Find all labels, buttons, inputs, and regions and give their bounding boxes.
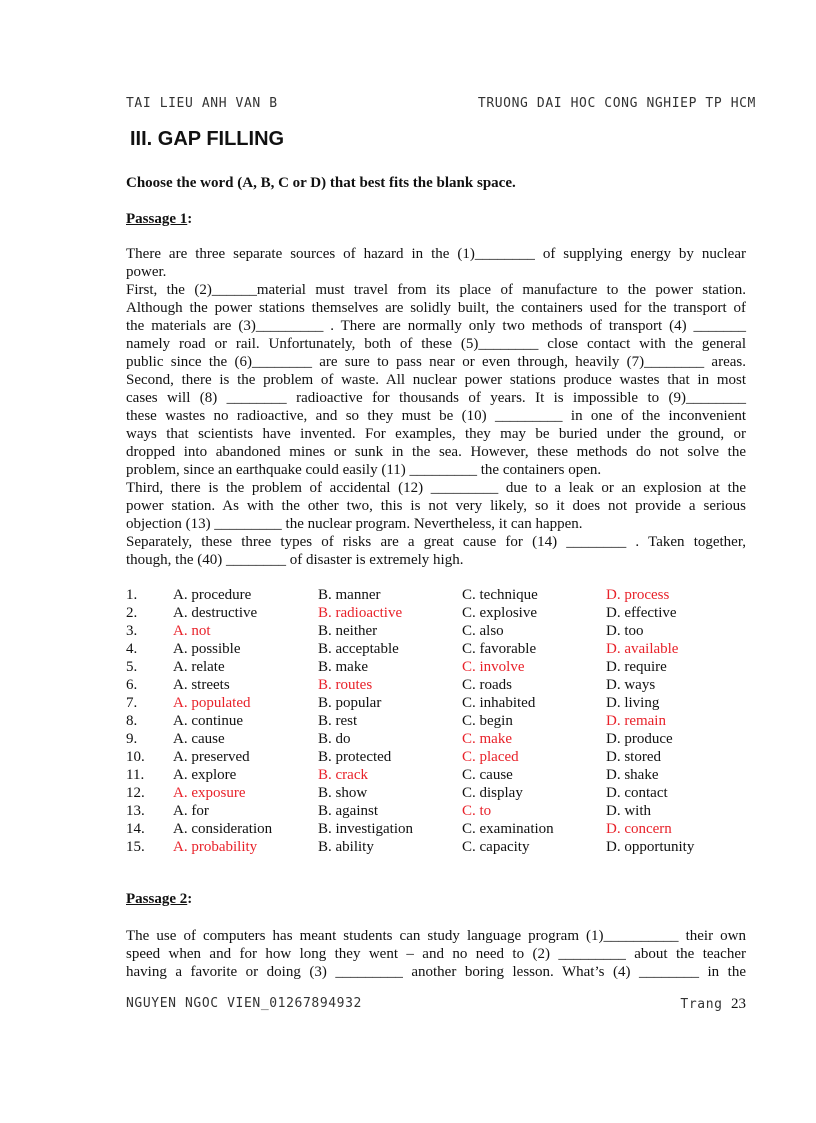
option-b: B. neither bbox=[318, 623, 378, 639]
option-d: D. living bbox=[606, 695, 660, 711]
header-right: TRUONG DAI HOC CONG NGHIEP TP HCM bbox=[477, 96, 756, 111]
option-a: A. procedure bbox=[173, 587, 252, 603]
question-number: 8. bbox=[126, 713, 138, 729]
question-number: 13. bbox=[126, 803, 145, 819]
option-c: C. begin bbox=[462, 713, 513, 729]
option-d: D. ways bbox=[606, 677, 656, 693]
passage2-line: The use of computers has meant students can study language program (1)__________ their own bbox=[126, 928, 746, 944]
option-b: B. show bbox=[318, 785, 368, 801]
option-a: A. probability bbox=[173, 839, 258, 855]
option-c: C. cause bbox=[462, 767, 513, 783]
option-c: C. inhabited bbox=[462, 695, 536, 711]
option-a: A. for bbox=[173, 803, 209, 819]
passage-1-heading-colon: : bbox=[187, 211, 193, 227]
question-number: 3. bbox=[126, 623, 138, 639]
passage1-line: First, the (2)______material must travel from its place of manufacture to the power station. bbox=[126, 282, 746, 298]
passage1-line: problem, since an earthquake could easily (11) _________ the containers open. bbox=[126, 462, 602, 478]
option-d: D. with bbox=[606, 803, 651, 819]
option-c: C. favorable bbox=[462, 641, 537, 657]
passage-2-body bbox=[126, 927, 746, 981]
option-b: B. acceptable bbox=[318, 641, 399, 657]
option-d: D. opportunity bbox=[606, 839, 695, 855]
header-left: TAI LIEU ANH VAN B bbox=[126, 96, 278, 111]
passage2-line: speed when and for how long they went – and no need to (2) _________ about the teacher bbox=[126, 946, 746, 962]
option-a: A. consideration bbox=[173, 821, 273, 837]
passage1-line: public since the (6)________ are sure to pass near or even through, heavily (7)________ areas. bbox=[126, 354, 746, 370]
passage-1-heading bbox=[126, 211, 192, 228]
option-d: D. shake bbox=[606, 767, 659, 783]
passage-1-heading-text: Passage 1 bbox=[126, 211, 188, 227]
option-a: A. possible bbox=[173, 641, 241, 657]
option-b: B. protected bbox=[318, 749, 392, 765]
option-d: D. contact bbox=[606, 785, 668, 801]
option-d: D. too bbox=[606, 623, 644, 639]
option-c: C. display bbox=[462, 785, 523, 801]
option-a: A. streets bbox=[173, 677, 230, 693]
option-c: C. placed bbox=[462, 749, 519, 765]
question-number: 5. bbox=[126, 659, 138, 675]
option-b: B. crack bbox=[318, 767, 368, 783]
option-b: B. investigation bbox=[318, 821, 413, 837]
question-number: 2. bbox=[126, 605, 138, 621]
option-b: B. make bbox=[318, 659, 368, 675]
passage-2-heading bbox=[126, 891, 192, 908]
option-a: A. preserved bbox=[173, 749, 250, 765]
passage-1-body bbox=[126, 245, 746, 569]
section-title: III. GAP FILLING bbox=[130, 128, 285, 150]
option-d: D. require bbox=[606, 659, 667, 675]
option-d: D. stored bbox=[606, 749, 661, 765]
question-number: 12. bbox=[126, 785, 145, 801]
option-c: C. to bbox=[462, 803, 492, 819]
option-b: B. do bbox=[318, 731, 351, 747]
option-b: B. against bbox=[318, 803, 378, 819]
page-label: Trang bbox=[680, 997, 723, 1012]
option-d: D. process bbox=[606, 587, 670, 603]
question-number: 14. bbox=[126, 821, 145, 837]
option-b: B. popular bbox=[318, 695, 382, 711]
passage1-line: power. bbox=[126, 264, 167, 280]
option-b: B. manner bbox=[318, 587, 381, 603]
passage1-line: Separately, these three types of risks are a great cause for (14) ________ . Taken together, bbox=[126, 534, 746, 550]
option-a: A. not bbox=[173, 623, 211, 639]
option-a: A. populated bbox=[173, 695, 251, 711]
option-d: D. concern bbox=[606, 821, 672, 837]
option-d: D. effective bbox=[606, 605, 677, 621]
question-number: 15. bbox=[126, 839, 145, 855]
passage2-line: having a favorite or doing (3) _________ another boring lesson. What’s (4) ________ in the bbox=[126, 964, 746, 980]
passage1-line: namely road or rail. Unfortunately, both of these (5)________ close contact with the general bbox=[126, 336, 746, 352]
question-number: 7. bbox=[126, 695, 138, 711]
option-c: C. involve bbox=[462, 659, 525, 675]
option-c: C. technique bbox=[462, 587, 538, 603]
instruction: Choose the word (A, B, C or D) that best fits the blank space. bbox=[126, 175, 516, 191]
question-number: 4. bbox=[126, 641, 138, 657]
option-d: D. available bbox=[606, 641, 679, 657]
option-c: C. capacity bbox=[462, 839, 530, 855]
question-number: 10. bbox=[126, 749, 145, 765]
option-a: A. exposure bbox=[173, 785, 246, 801]
question-number: 9. bbox=[126, 731, 138, 747]
option-b: B. ability bbox=[318, 839, 374, 855]
passage1-line: the materials are (3)_________ . There are normally only two methods of transport (4) _______ bbox=[126, 318, 746, 334]
passage1-line: Although the power stations themselves are solidly built, the containers used for the transport of bbox=[126, 300, 746, 316]
option-d: D. remain bbox=[606, 713, 666, 729]
question-number: 11. bbox=[126, 767, 145, 783]
option-c: C. examination bbox=[462, 821, 554, 837]
page-number: 23 bbox=[731, 996, 746, 1012]
passage-2-heading-text: Passage 2 bbox=[126, 891, 188, 907]
option-b: B. rest bbox=[318, 713, 358, 729]
question-number: 1. bbox=[126, 587, 138, 603]
question-number: 6. bbox=[126, 677, 138, 693]
option-c: C. explosive bbox=[462, 605, 537, 621]
option-a: A. cause bbox=[173, 731, 225, 747]
option-a: A. relate bbox=[173, 659, 225, 675]
option-c: C. roads bbox=[462, 677, 512, 693]
passage1-line: Third, there is the problem of accidental (12) _________ due to a leak or an explosion at the bbox=[126, 480, 746, 496]
passage1-line: power station. As with the other two, this is not very likely, so it does not provide a serious bbox=[126, 498, 746, 514]
option-c: C. make bbox=[462, 731, 512, 747]
passage-2-heading-colon: : bbox=[187, 891, 193, 907]
option-b: B. routes bbox=[318, 677, 373, 693]
passage1-line: though, the (40) ________ of disaster is extremely high. bbox=[126, 552, 464, 568]
footer-page bbox=[680, 996, 746, 1013]
passage1-line: cases will (8) ________ radioactive for thousands of years. It is impossible to (9)________ bbox=[126, 390, 746, 406]
passage1-line: There are three separate sources of hazard in the (1)________ of supplying energy by nuclear bbox=[126, 246, 746, 262]
passage1-line: ways that scientists have invented. For examples, they may be buried under the ground, or bbox=[126, 426, 746, 442]
option-c: C. also bbox=[462, 623, 504, 639]
passage1-line: dropped into abandoned mines or sunk in the sea. However, these methods do not solve the bbox=[126, 444, 746, 460]
option-d: D. produce bbox=[606, 731, 673, 747]
option-a: A. continue bbox=[173, 713, 243, 729]
option-a: A. explore bbox=[173, 767, 237, 783]
footer-left: NGUYEN NGOC VIEN_01267894932 bbox=[126, 996, 362, 1011]
passage1-line: Second, there is the problem of waste. All nuclear power stations produce wastes that in most bbox=[126, 372, 746, 388]
option-a: A. destructive bbox=[173, 605, 258, 621]
passage1-line: these wastes no radioactive, and so they must be (10) _________ in one of the inconvenient bbox=[126, 408, 746, 424]
option-b: B. radioactive bbox=[318, 605, 403, 621]
passage1-line: objection (13) _________ the nuclear program. Nevertheless, it can happen. bbox=[126, 516, 583, 532]
